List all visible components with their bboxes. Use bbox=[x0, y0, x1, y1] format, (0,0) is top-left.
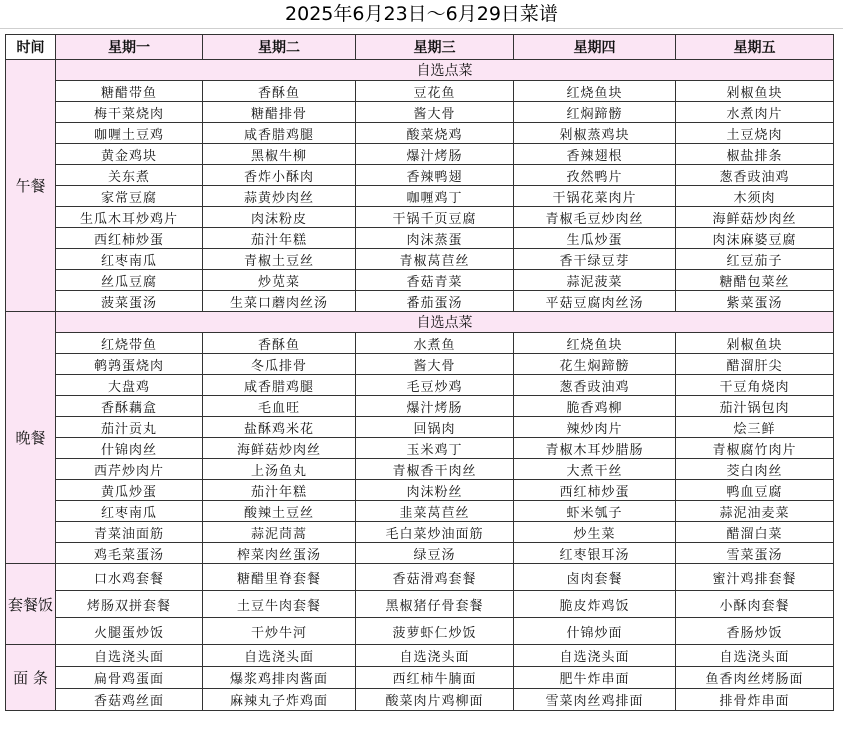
table-row bbox=[6, 123, 834, 144]
table-row bbox=[6, 354, 834, 375]
dish-cell: 花生焖蹄髈 bbox=[514, 354, 676, 375]
dish-cell: 自选浇头面 bbox=[514, 645, 676, 667]
dish-cell: 丝瓜豆腐 bbox=[56, 270, 203, 291]
dish-cell: 梅干菜烧肉 bbox=[56, 102, 203, 123]
dish-cell: 椒盐排条 bbox=[676, 144, 834, 165]
dish-cell: 菠萝虾仁炒饭 bbox=[356, 618, 514, 645]
dish-cell: 爆汁烤肠 bbox=[356, 144, 514, 165]
dish-cell: 大煮干丝 bbox=[514, 459, 676, 480]
table-row bbox=[6, 459, 834, 480]
dish-cell: 家常豆腐 bbox=[56, 186, 203, 207]
day-header: 星期五 bbox=[676, 35, 834, 60]
dish-cell: 孜然鸭片 bbox=[514, 165, 676, 186]
dish-cell: 香肠炒饭 bbox=[676, 618, 834, 645]
dish-cell: 紫菜蛋汤 bbox=[676, 291, 834, 312]
dish-cell: 香酥藕盒 bbox=[56, 396, 203, 417]
dish-cell: 毛血旺 bbox=[203, 396, 356, 417]
dish-cell: 脆皮炸鸡饭 bbox=[514, 591, 676, 618]
table-row bbox=[6, 333, 834, 354]
dish-cell: 鹌鹑蛋烧肉 bbox=[56, 354, 203, 375]
table-row bbox=[6, 480, 834, 501]
dish-cell: 红烧鱼块 bbox=[514, 333, 676, 354]
dish-cell: 酱大骨 bbox=[356, 354, 514, 375]
dish-cell: 红枣南瓜 bbox=[56, 249, 203, 270]
dish-cell: 青椒土豆丝 bbox=[203, 249, 356, 270]
dish-cell: 黑椒牛柳 bbox=[203, 144, 356, 165]
dish-cell: 什锦肉丝 bbox=[56, 438, 203, 459]
dish-cell: 咸香腊鸡腿 bbox=[203, 375, 356, 396]
dish-cell: 茄汁贡丸 bbox=[56, 417, 203, 438]
table-row bbox=[6, 417, 834, 438]
dish-cell: 土豆牛肉套餐 bbox=[203, 591, 356, 618]
dish-cell: 番茄蛋汤 bbox=[356, 291, 514, 312]
dish-cell: 卤肉套餐 bbox=[514, 564, 676, 591]
dish-cell: 菠菜蛋汤 bbox=[56, 291, 203, 312]
table-row bbox=[6, 564, 834, 591]
dish-cell: 绿豆汤 bbox=[356, 543, 514, 564]
time-header: 时间 bbox=[6, 35, 56, 60]
dish-cell: 火腿蛋炒饭 bbox=[56, 618, 203, 645]
dish-cell: 蒜泥菠菜 bbox=[514, 270, 676, 291]
dish-cell: 什锦炒面 bbox=[514, 618, 676, 645]
dish-cell: 蒜黄炒肉丝 bbox=[203, 186, 356, 207]
dish-cell: 干炒牛河 bbox=[203, 618, 356, 645]
dish-cell: 麻辣丸子炸鸡面 bbox=[203, 689, 356, 711]
dish-cell: 红焖蹄髈 bbox=[514, 102, 676, 123]
dish-cell: 青椒腐竹肉片 bbox=[676, 438, 834, 459]
table-row bbox=[6, 689, 834, 711]
dish-cell: 红烧带鱼 bbox=[56, 333, 203, 354]
menu-table-body bbox=[6, 35, 834, 711]
dish-cell: 肥牛炸串面 bbox=[514, 667, 676, 689]
dish-cell: 西红柿牛腩面 bbox=[356, 667, 514, 689]
dish-cell: 鸡毛菜蛋汤 bbox=[56, 543, 203, 564]
dish-cell: 剁椒鱼块 bbox=[676, 333, 834, 354]
dish-cell: 蒜泥油麦菜 bbox=[676, 501, 834, 522]
dish-cell: 香酥鱼 bbox=[203, 333, 356, 354]
dish-cell: 干豆角烧肉 bbox=[676, 375, 834, 396]
dish-cell: 海鲜菇炒肉丝 bbox=[676, 207, 834, 228]
dish-cell: 肉沫麻婆豆腐 bbox=[676, 228, 834, 249]
table-row bbox=[6, 207, 834, 228]
dish-cell: 自选浇头面 bbox=[676, 645, 834, 667]
dish-cell: 海鲜菇炒肉丝 bbox=[203, 438, 356, 459]
dish-cell: 糖醋里脊套餐 bbox=[203, 564, 356, 591]
dish-cell: 盐酥鸡米花 bbox=[203, 417, 356, 438]
dish-cell: 大盘鸡 bbox=[56, 375, 203, 396]
dish-cell: 茄汁年糕 bbox=[203, 480, 356, 501]
dish-cell: 红烧鱼块 bbox=[514, 81, 676, 102]
dish-cell: 青椒木耳炒腊肠 bbox=[514, 438, 676, 459]
dish-cell: 口水鸡套餐 bbox=[56, 564, 203, 591]
table-row bbox=[6, 291, 834, 312]
day-header: 星期四 bbox=[514, 35, 676, 60]
dish-cell: 土豆烧肉 bbox=[676, 123, 834, 144]
dish-cell: 香酥鱼 bbox=[203, 81, 356, 102]
dish-cell: 咸香腊鸡腿 bbox=[203, 123, 356, 144]
dish-cell: 自选浇头面 bbox=[356, 645, 514, 667]
dish-cell: 酸菜烧鸡 bbox=[356, 123, 514, 144]
dish-cell: 黄金鸡块 bbox=[56, 144, 203, 165]
dish-cell: 排骨炸串面 bbox=[676, 689, 834, 711]
dish-cell: 辣炒肉片 bbox=[514, 417, 676, 438]
dish-cell: 青椒毛豆炒肉丝 bbox=[514, 207, 676, 228]
dish-cell: 香辣翅根 bbox=[514, 144, 676, 165]
dinner-meal-label: 晚餐 bbox=[6, 312, 56, 564]
dish-cell: 干锅千页豆腐 bbox=[356, 207, 514, 228]
dish-cell: 醋溜肝尖 bbox=[676, 354, 834, 375]
dish-cell: 肉沫粉丝 bbox=[356, 480, 514, 501]
dish-cell: 冬瓜排骨 bbox=[203, 354, 356, 375]
dish-cell: 黄瓜炒蛋 bbox=[56, 480, 203, 501]
dish-cell: 水煮鱼 bbox=[356, 333, 514, 354]
dish-cell: 玉米鸡丁 bbox=[356, 438, 514, 459]
dish-cell: 酸辣土豆丝 bbox=[203, 501, 356, 522]
menu-table bbox=[5, 34, 834, 711]
dish-cell: 蒜泥茼蒿 bbox=[203, 522, 356, 543]
table-row bbox=[6, 165, 834, 186]
dinner-section-row bbox=[6, 312, 834, 333]
dish-cell: 木须肉 bbox=[676, 186, 834, 207]
table-row bbox=[6, 501, 834, 522]
dish-cell: 糖醋排骨 bbox=[203, 102, 356, 123]
day-header: 星期二 bbox=[203, 35, 356, 60]
dish-cell: 咖喱土豆鸡 bbox=[56, 123, 203, 144]
dish-cell: 香菇青菜 bbox=[356, 270, 514, 291]
dish-cell: 红枣银耳汤 bbox=[514, 543, 676, 564]
dish-cell: 毛豆炒鸡 bbox=[356, 375, 514, 396]
dish-cell: 红豆茄子 bbox=[676, 249, 834, 270]
dish-cell: 爆浆鸡排肉酱面 bbox=[203, 667, 356, 689]
dish-cell: 西红柿炒蛋 bbox=[56, 228, 203, 249]
table-row bbox=[6, 667, 834, 689]
dish-cell: 糖醋带鱼 bbox=[56, 81, 203, 102]
dish-cell: 茄汁年糕 bbox=[203, 228, 356, 249]
dish-cell: 关东煮 bbox=[56, 165, 203, 186]
table-row bbox=[6, 249, 834, 270]
dish-cell: 自选浇头面 bbox=[56, 645, 203, 667]
dish-cell: 西红柿炒蛋 bbox=[514, 480, 676, 501]
dish-cell: 黑椒猪仔骨套餐 bbox=[356, 591, 514, 618]
dish-cell: 茄汁锅包肉 bbox=[676, 396, 834, 417]
lunch-meal-label: 午餐 bbox=[6, 60, 56, 312]
table-row bbox=[6, 228, 834, 249]
dish-cell: 鱼香肉丝烤肠面 bbox=[676, 667, 834, 689]
dish-cell: 干锅花菜肉片 bbox=[514, 186, 676, 207]
dish-cell: 香辣鸭翅 bbox=[356, 165, 514, 186]
dish-cell: 葱香豉油鸡 bbox=[676, 165, 834, 186]
dish-cell: 生瓜木耳炒鸡片 bbox=[56, 207, 203, 228]
dish-cell: 脆香鸡柳 bbox=[514, 396, 676, 417]
title-divider bbox=[0, 28, 843, 29]
dish-cell: 豆花鱼 bbox=[356, 81, 514, 102]
dish-cell: 烩三鲜 bbox=[676, 417, 834, 438]
dish-cell: 青椒莴苣丝 bbox=[356, 249, 514, 270]
table-row bbox=[6, 543, 834, 564]
day-header: 星期三 bbox=[356, 35, 514, 60]
dish-cell: 生菜口蘑肉丝汤 bbox=[203, 291, 356, 312]
dish-cell: 小酥肉套餐 bbox=[676, 591, 834, 618]
dish-cell: 蜜汁鸡排套餐 bbox=[676, 564, 834, 591]
dish-cell: 酱大骨 bbox=[356, 102, 514, 123]
dish-cell: 烤肠双拼套餐 bbox=[56, 591, 203, 618]
dish-cell: 平菇豆腐肉丝汤 bbox=[514, 291, 676, 312]
dish-cell: 青菜油面筋 bbox=[56, 522, 203, 543]
table-row bbox=[6, 375, 834, 396]
dish-cell: 剁椒鱼块 bbox=[676, 81, 834, 102]
dish-cell: 西芹炒肉片 bbox=[56, 459, 203, 480]
dish-cell: 香菇滑鸡套餐 bbox=[356, 564, 514, 591]
dish-cell: 葱香豉油鸡 bbox=[514, 375, 676, 396]
dish-cell: 炒生菜 bbox=[514, 522, 676, 543]
dish-cell: 爆汁烤肠 bbox=[356, 396, 514, 417]
dish-cell: 香菇鸡丝面 bbox=[56, 689, 203, 711]
dish-cell: 鸭血豆腐 bbox=[676, 480, 834, 501]
dish-cell: 回锅肉 bbox=[356, 417, 514, 438]
section-label: 自选点菜 bbox=[56, 312, 834, 333]
dish-cell: 雪菜蛋汤 bbox=[676, 543, 834, 564]
dish-cell: 自选浇头面 bbox=[203, 645, 356, 667]
dish-cell: 虾米瓠子 bbox=[514, 501, 676, 522]
dish-cell: 青椒香干肉丝 bbox=[356, 459, 514, 480]
table-row bbox=[6, 396, 834, 417]
table-row bbox=[6, 270, 834, 291]
dish-cell: 炒苋菜 bbox=[203, 270, 356, 291]
dish-cell: 酸菜肉片鸡柳面 bbox=[356, 689, 514, 711]
set_meal-meal-label: 套餐饭 bbox=[6, 564, 56, 645]
dish-cell: 咖喱鸡丁 bbox=[356, 186, 514, 207]
menu-title: 2025年6月23日～6月29日菜谱 bbox=[285, 3, 558, 25]
table-row bbox=[6, 144, 834, 165]
dish-cell: 上汤鱼丸 bbox=[203, 459, 356, 480]
dish-cell: 韭菜莴苣丝 bbox=[356, 501, 514, 522]
noodles-meal-label: 面 条 bbox=[6, 645, 56, 711]
table-row bbox=[6, 102, 834, 123]
dish-cell: 香炸小酥肉 bbox=[203, 165, 356, 186]
dish-cell: 醋溜白菜 bbox=[676, 522, 834, 543]
dish-cell: 毛白菜炒油面筋 bbox=[356, 522, 514, 543]
dish-cell: 扁骨鸡蛋面 bbox=[56, 667, 203, 689]
table-row bbox=[6, 618, 834, 645]
table-row bbox=[6, 522, 834, 543]
dish-cell: 肉沫蒸蛋 bbox=[356, 228, 514, 249]
dish-cell: 肉沫粉皮 bbox=[203, 207, 356, 228]
header-row bbox=[6, 35, 834, 60]
dish-cell: 剁椒蒸鸡块 bbox=[514, 123, 676, 144]
table-row bbox=[6, 186, 834, 207]
dish-cell: 生瓜炒蛋 bbox=[514, 228, 676, 249]
dish-cell: 香干绿豆芽 bbox=[514, 249, 676, 270]
section-label: 自选点菜 bbox=[56, 60, 834, 81]
dish-cell: 茭白肉丝 bbox=[676, 459, 834, 480]
table-row bbox=[6, 81, 834, 102]
lunch-section-row bbox=[6, 60, 834, 81]
day-header: 星期一 bbox=[56, 35, 203, 60]
dish-cell: 雪菜肉丝鸡排面 bbox=[514, 689, 676, 711]
dish-cell: 水煮肉片 bbox=[676, 102, 834, 123]
table-row bbox=[6, 645, 834, 667]
dish-cell: 红枣南瓜 bbox=[56, 501, 203, 522]
table-row bbox=[6, 438, 834, 459]
dish-cell: 糖醋包菜丝 bbox=[676, 270, 834, 291]
dish-cell: 榨菜肉丝蛋汤 bbox=[203, 543, 356, 564]
table-row bbox=[6, 591, 834, 618]
